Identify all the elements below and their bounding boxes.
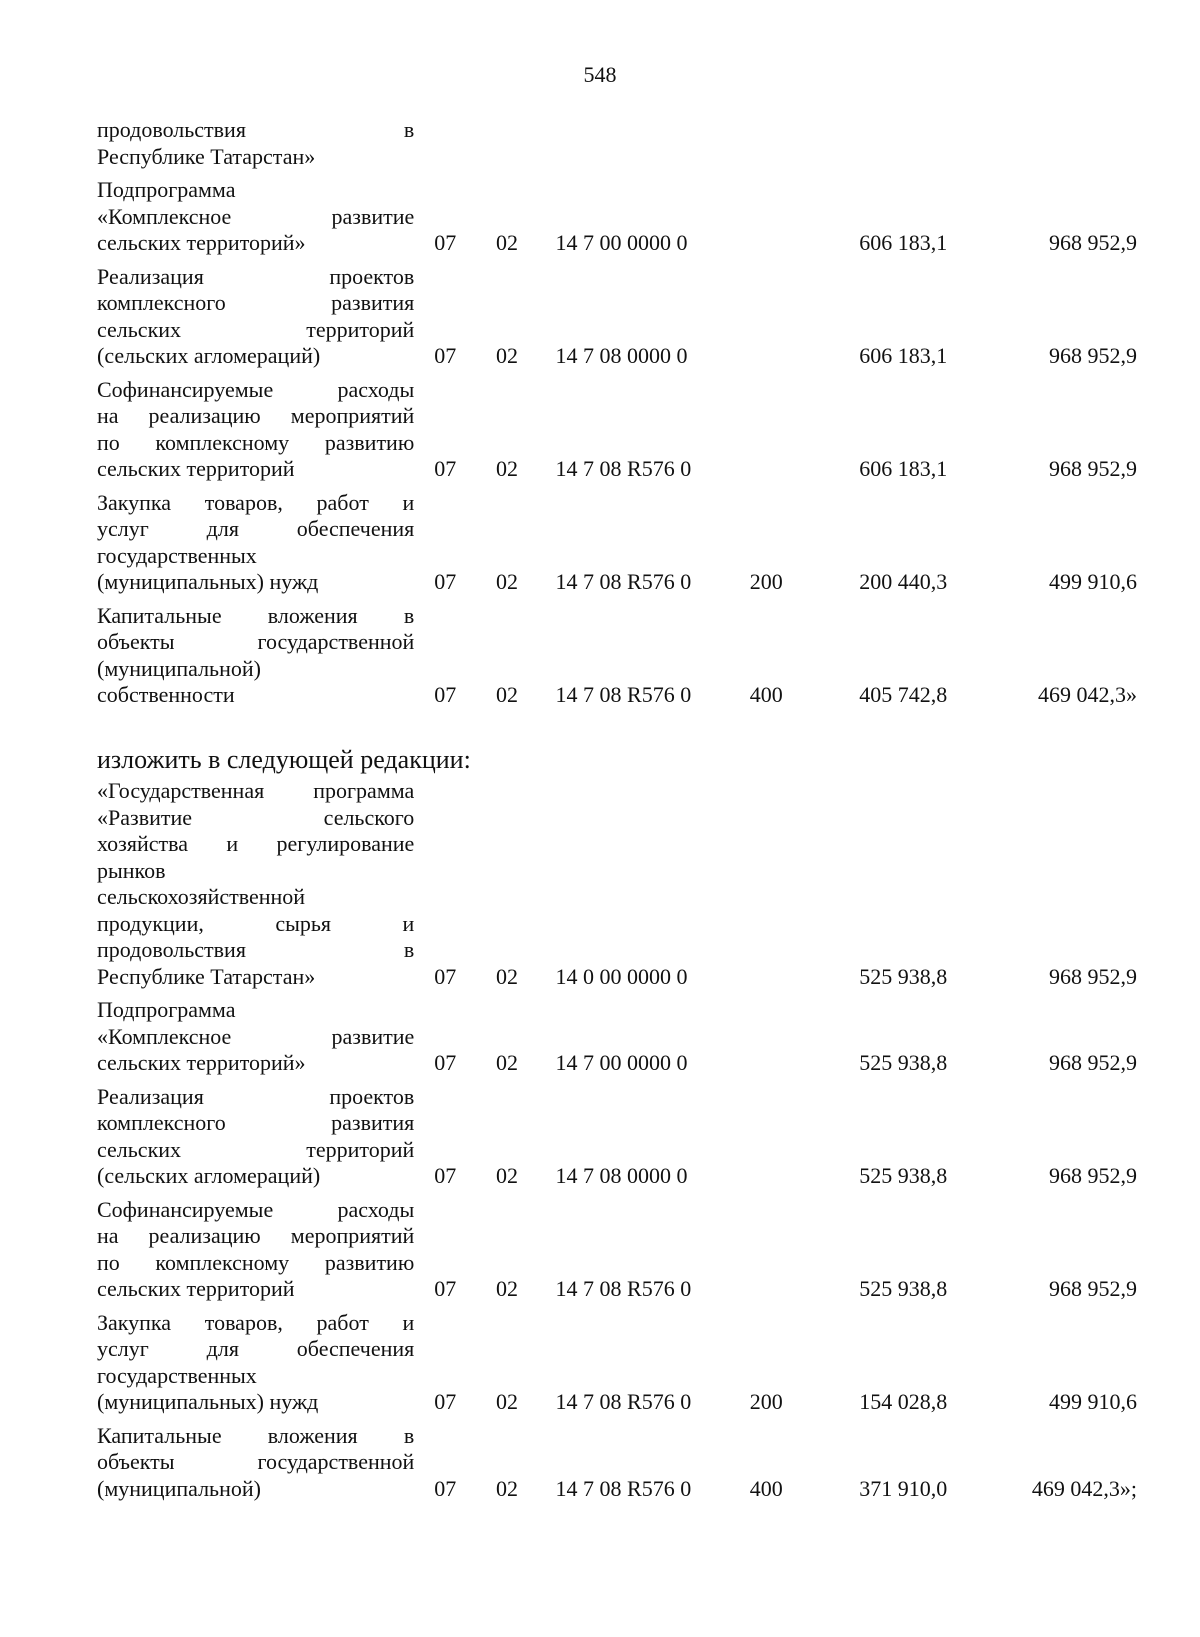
table-row — [97, 117, 1137, 177]
section-code: 07 — [434, 456, 457, 481]
target-article-code: 14 7 08 R576 0 — [555, 1276, 692, 1301]
section-code: 07 — [434, 343, 457, 368]
table-body — [97, 778, 1137, 1509]
item-name-line: «Государственная программа — [97, 778, 415, 803]
page-number: 548 — [583, 62, 617, 87]
amount-year-2 — [947, 117, 1137, 177]
target-article-code: 14 7 08 R576 0 — [555, 1389, 692, 1414]
amount-year-1: 606 183,1 — [859, 456, 948, 481]
expense-type-code — [738, 177, 813, 264]
item-name-cell — [97, 117, 414, 177]
table-row — [97, 377, 1137, 490]
item-name-line: комплексного развития — [97, 290, 415, 315]
expense-type-code — [738, 117, 813, 177]
item-name-line: сельских территорий — [97, 1276, 295, 1301]
expense-type-code — [738, 1197, 813, 1310]
target-article-code: 14 7 08 0000 0 — [555, 1163, 688, 1188]
item-name-line: Закупка товаров, работ и — [97, 489, 415, 515]
item-name — [97, 1310, 414, 1416]
item-name-line: Софинансируемые расходы — [97, 1196, 415, 1222]
item-name-line: услуг для обеспечения — [97, 1336, 415, 1361]
item-name — [97, 177, 414, 257]
item-name-cell — [97, 177, 414, 264]
table-row — [97, 997, 1137, 1084]
table-row — [97, 1084, 1137, 1197]
amendment-heading: изложить в следующей редакции: — [97, 745, 471, 774]
item-name-line: рынков — [97, 857, 166, 883]
table-row — [97, 264, 1137, 377]
item-name-line: услуг для обеспечения — [97, 516, 415, 541]
target-article-code: 14 7 00 0000 0 — [555, 1050, 688, 1075]
amount-year-2: 968 952,9 — [1049, 230, 1137, 255]
target-article-code: 14 7 08 R576 0 — [555, 1475, 692, 1501]
item-name-line: Закупка товаров, работ и — [97, 1309, 415, 1335]
table-row — [97, 1197, 1137, 1310]
subsection-code — [461, 117, 534, 177]
section-code: 07 — [434, 1276, 457, 1301]
target-article-code: 14 7 00 0000 0 — [555, 230, 688, 255]
item-name-line: комплексного развития — [97, 1110, 415, 1135]
item-name-line: сельских территорий — [97, 316, 415, 342]
section-code: 07 — [434, 963, 457, 989]
budget-table-original — [97, 117, 1137, 716]
amount-year-1: 525 938,8 — [859, 1163, 948, 1188]
amount-year-1: 525 938,8 — [859, 963, 948, 989]
expense-type-code: 400 — [749, 682, 783, 707]
table-row — [97, 1310, 1137, 1423]
expense-type-code: 200 — [749, 569, 783, 594]
table-row — [97, 778, 1137, 997]
amount-year-1: 606 183,1 — [859, 343, 948, 368]
item-name-cell — [97, 377, 414, 490]
subsection-code: 02 — [495, 569, 518, 594]
target-article-code: 14 7 08 R576 0 — [555, 569, 692, 594]
subsection-code: 02 — [495, 343, 518, 368]
item-name-line: продовольствия в — [97, 937, 415, 962]
item-name-cell — [97, 490, 414, 603]
item-name-line: собственности — [97, 682, 235, 707]
item-name-line: «Развитие сельского — [97, 804, 415, 830]
section-code: 07 — [434, 1163, 457, 1188]
subsection-code: 02 — [495, 1276, 518, 1301]
item-name-line: Подпрограмма — [97, 997, 236, 1022]
table-row — [97, 490, 1137, 603]
item-name-line: (сельских агломераций) — [97, 1163, 321, 1188]
amount-year-1: 405 742,8 — [859, 682, 948, 707]
subsection-code: 02 — [495, 1050, 518, 1075]
expense-type-code — [738, 1084, 813, 1197]
item-name — [97, 264, 414, 370]
amount-year-2: 499 910,6 — [1049, 1389, 1137, 1414]
item-name-cell — [97, 264, 414, 377]
subsection-code: 02 — [495, 1163, 518, 1188]
section-code — [414, 117, 461, 177]
item-name — [97, 490, 414, 596]
budget-table-amended — [97, 778, 1137, 1509]
item-name-cell — [97, 1423, 414, 1510]
item-name-cell — [97, 997, 414, 1084]
subsection-code: 02 — [495, 963, 518, 989]
item-name-line: сельских территорий» — [97, 1050, 306, 1075]
item-name-line: Республике Татарстан» — [97, 963, 316, 989]
amount-year-1: 371 910,0 — [859, 1475, 948, 1501]
item-name-line: продукции, сырья и — [97, 910, 415, 936]
table-row — [97, 1423, 1137, 1510]
target-article-code: 14 7 08 R576 0 — [555, 682, 692, 707]
item-name-line: «Комплексное развитие — [97, 1023, 415, 1049]
item-name-line: по комплексному развитию — [97, 429, 415, 455]
item-name — [97, 377, 414, 483]
item-name-line: Реализация проектов — [97, 1083, 415, 1109]
item-name-line: (муниципальной) — [97, 1475, 261, 1501]
item-name-line: по комплексному развитию — [97, 1249, 415, 1275]
amount-year-1: 606 183,1 — [859, 230, 948, 255]
expense-type-code — [738, 997, 813, 1084]
item-name-line: Республике Татарстан» — [97, 143, 316, 169]
item-name-line: продовольствия в — [97, 117, 415, 142]
item-name-line: Капитальные вложения в — [97, 1422, 415, 1448]
item-name-line: Подпрограмма — [97, 177, 236, 202]
item-name — [97, 997, 414, 1077]
item-name-cell — [97, 1197, 414, 1310]
target-article-code: 14 7 08 R576 0 — [555, 456, 692, 481]
expense-type-code — [738, 264, 813, 377]
amount-year-2: 968 952,9 — [1049, 1050, 1137, 1075]
amount-year-2: 968 952,9 — [1049, 456, 1137, 481]
item-name — [97, 117, 414, 170]
target-article-code: 14 7 08 0000 0 — [555, 343, 688, 368]
subsection-code: 02 — [495, 682, 518, 707]
item-name — [97, 1084, 414, 1190]
item-name-line: «Комплексное развитие — [97, 203, 415, 229]
item-name-line: объекты государственной — [97, 1449, 415, 1474]
amount-year-1 — [812, 117, 947, 177]
item-name-line: сельских территорий» — [97, 230, 306, 255]
item-name-line: сельских территорий — [97, 1136, 415, 1162]
table-body — [97, 117, 1137, 716]
item-name-line: сельскохозяйственной — [97, 884, 306, 909]
item-name-line: на реализацию мероприятий — [97, 403, 415, 428]
item-name-cell — [97, 603, 414, 716]
section-code: 07 — [434, 230, 457, 255]
item-name-line: (муниципальных) нужд — [97, 569, 319, 594]
item-name-line: Капитальные вложения в — [97, 602, 415, 628]
amount-year-2: 968 952,9 — [1049, 963, 1137, 989]
target-article-code — [534, 117, 738, 177]
item-name-cell — [97, 778, 414, 997]
section-code: 07 — [434, 1475, 457, 1501]
item-name-line: (муниципальных) нужд — [97, 1389, 319, 1414]
amount-year-2: 968 952,9 — [1049, 1163, 1137, 1188]
amount-year-2: 499 910,6 — [1049, 569, 1137, 594]
item-name — [97, 1423, 414, 1503]
amount-year-2: 968 952,9 — [1049, 343, 1137, 368]
amount-year-2: 469 042,3»; — [1031, 1475, 1137, 1501]
table-row — [97, 177, 1137, 264]
expense-type-code — [738, 377, 813, 490]
expense-type-code — [738, 778, 813, 997]
subsection-code: 02 — [495, 230, 518, 255]
amount-year-1: 525 938,8 — [859, 1050, 948, 1075]
section-code: 07 — [434, 1050, 457, 1075]
section-code: 07 — [434, 1389, 457, 1414]
amount-year-1: 200 440,3 — [859, 569, 948, 594]
item-name-line: государственных — [97, 542, 257, 568]
amount-year-2: 968 952,9 — [1049, 1276, 1137, 1301]
amount-year-2: 469 042,3» — [1038, 682, 1137, 707]
expense-type-code: 400 — [749, 1475, 783, 1501]
item-name-line: государственных — [97, 1362, 257, 1388]
item-name-line: на реализацию мероприятий — [97, 1223, 415, 1248]
subsection-code: 02 — [495, 1475, 518, 1501]
item-name-line: хозяйства и регулирование — [97, 831, 415, 856]
item-name-line: (муниципальной) — [97, 655, 261, 681]
table-row — [97, 603, 1137, 716]
amount-year-1: 525 938,8 — [859, 1276, 948, 1301]
item-name-line: объекты государственной — [97, 629, 415, 654]
item-name-line: Софинансируемые расходы — [97, 376, 415, 402]
amount-year-1: 154 028,8 — [859, 1389, 948, 1414]
item-name-line: сельских территорий — [97, 456, 295, 481]
section-code: 07 — [434, 682, 457, 707]
target-article-code: 14 0 00 0000 0 — [555, 963, 688, 989]
subsection-code: 02 — [495, 1389, 518, 1414]
subsection-code: 02 — [495, 456, 518, 481]
item-name-line: (сельских агломераций) — [97, 343, 321, 368]
item-name-line: Реализация проектов — [97, 263, 415, 289]
item-name — [97, 1197, 414, 1303]
section-code: 07 — [434, 569, 457, 594]
expense-type-code: 200 — [749, 1389, 783, 1414]
item-name — [97, 603, 414, 709]
item-name-cell — [97, 1084, 414, 1197]
item-name — [97, 778, 414, 990]
item-name-cell — [97, 1310, 414, 1423]
